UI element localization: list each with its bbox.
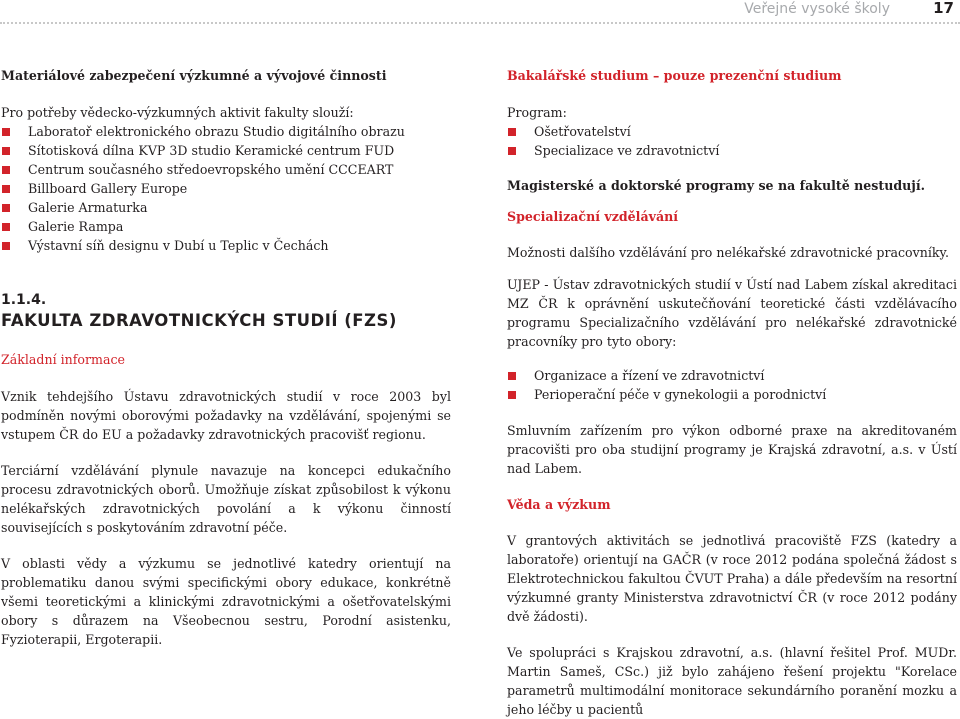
page-number: 17 [933,0,954,17]
section-title: FAKULTA ZDRAVOTNICKÝCH STUDIÍ (FZS) [1,311,397,330]
facilities-list [1,122,451,255]
program-list [507,122,957,160]
specialization-heading: Specializační vzdělávání [507,209,679,224]
list-item: Galerie Rampa [1,217,451,236]
basic-info-heading: Základní informace [1,352,125,367]
list-item: Ošetřovatelství [507,122,957,141]
specialization-list [507,366,957,404]
header-divider [0,22,960,24]
left-column [1,66,451,649]
list-item: Specializace ve zdravotnictví [507,141,957,160]
paragraph: V oblasti vědy a výzkumu se jednotlivé katedry orientují na problematiku danou svými specifickými obory edukace, konkrétně všemi teoretickými a klinickými zdravotnickými a ošetřovatelskými obory s důrazem na Všeobecnou sestru, Porodní asistenku, Fyzioterapii, Ergoterapii. [1,556,451,647]
paragraph: Vznik tehdejšího Ústavu zdravotnických studií v roce 2003 byl podmíněn novými oborovými požadavky na vzdělávání, spojenými se vstupem ČR do EU a požadavky zdravotnických pracovišť regionu. [1,389,451,442]
facilities-heading: Materiálové zabezpečení výzkumné a vývojové činnosti [1,68,387,83]
list-item: Perioperační péče v gynekologii a porodnictví [507,385,957,404]
running-header-title: Veřejné vysoké školy [744,1,890,17]
list-item: Laboratoř elektronického obrazu Studio digitálního obrazu [1,122,451,141]
page-header [0,0,960,24]
paragraph: Terciární vzdělávání plynule navazuje na koncepci edukačního procesu zdravotnických oborů. Umožňuje získat způsobilost k výkonu nelékařských zdravotnických povolání a k výkonu činností souvisejících s poskytováním zdravotní péče. [1,463,451,535]
list-item: Sítotisková dílna KVP 3D studio Keramické centrum FUD [1,141,451,160]
facilities-intro: Pro potřeby vědecko-výzkumných aktivit fakulty slouží: [1,105,354,120]
list-item: Billboard Gallery Europe [1,179,451,198]
paragraph: V grantových aktivitách se jednotlivá pracoviště FZS (katedry a laboratoře) orientují na GAČR (v roce 2012 podána společná žádost s Elektrotechnickou fakultou ČVUT Praha) a dále především na resortní výzkumné granty Ministerstva zdravotnictví ČR (v roce 2012 podány dvě žádosti). [507,533,957,624]
right-column [507,66,957,719]
specialization-text: Možnosti dalšího vzdělávání pro nelékařské zdravotnické pracovníky. [507,245,949,260]
section-number: 1.1.4. [1,292,47,308]
program-label: Program: [507,105,567,120]
bachelor-heading: Bakalářské studium – pouze prezenční studium [507,68,842,83]
research-heading: Věda a výzkum [507,497,611,512]
paragraph: Smluvním zařízením pro výkon odborné praxe na akreditovaném pracovišti pro oba studijní programy je Krajská zdravotní, a.s. v Ústí nad Labem. [507,423,957,476]
list-item: Organizace a řízení ve zdravotnictví [507,366,957,385]
paragraph: Ve spolupráci s Krajskou zdravotní, a.s. (hlavní řešitel Prof. MUDr. Martin Sameš, CSc.) již bylo zahájeno řešení projektu "Korelace parametrů multimodální monitorace sekundárního poranění mozku a jeho léčby u pacientů [507,645,957,717]
list-item: Centrum současného středoevropského umění CCCEART [1,160,451,179]
list-item: Galerie Armaturka [1,198,451,217]
list-item: Výstavní síň designu v Dubí u Teplic v Čechách [1,236,451,255]
master-note: Magisterské a doktorské programy se na fakultě nestudují. [507,178,926,193]
paragraph: UJEP - Ústav zdravotnických studií v Ústí nad Labem získal akreditaci MZ ČR k oprávnění uskutečňování teoretické části vzdělávacího programu Specializačního vzdělávání pro nelékařské zdravotnické pracovníky pro tyto obory: [507,277,957,349]
